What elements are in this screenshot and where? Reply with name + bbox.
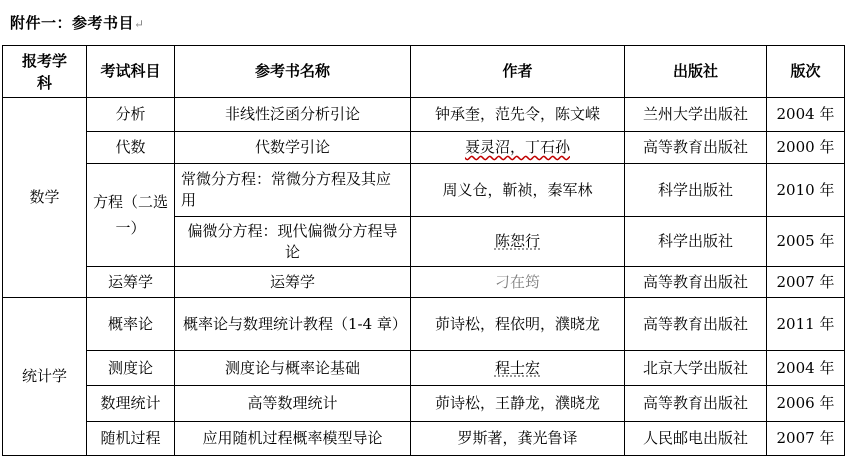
author-cell: 周义仓，靳祯，秦军林 [411,164,625,217]
header-row [3,46,845,98]
edition-cell: 2007 年 [767,422,845,456]
table-row [3,422,845,456]
book-cell: 测度论与概率论基础 [175,351,411,386]
col-author: 作者 [411,46,625,98]
subject-cell: 数理统计 [87,386,175,422]
heading-text: 附件一：参考书目 [10,14,135,32]
book-cell: 概率论与数理统计教程（1-4 章） [175,298,411,351]
book-cell: 非线性泛函分析引论 [175,98,411,132]
col-edition: 版次 [767,46,845,98]
publisher-cell: 人民邮电出版社 [625,422,767,456]
table-row [3,98,845,132]
publisher-cell: 科学出版社 [625,164,767,217]
edition-cell: 2010 年 [767,164,845,217]
table-row [3,351,845,386]
book-cell: 应用随机过程概率模型导论 [175,422,411,456]
author-cell [411,217,625,267]
subject-cell: 分析 [87,98,175,132]
author-cell: 茆诗松，王静龙，濮晓龙 [411,386,625,422]
author-cell [411,132,625,164]
page-heading [10,12,145,33]
publisher-cell: 北京大学出版社 [625,351,767,386]
book-cell: 运筹学 [175,267,411,298]
book-cell: 代数学引论 [175,132,411,164]
col-publisher: 出版社 [625,46,767,98]
publisher-cell: 科学出版社 [625,217,767,267]
book-cell: 高等数理统计 [175,386,411,422]
author-cell: 罗斯著，龚光鲁译 [411,422,625,456]
author-cell: 刁在筠 [411,267,625,298]
author-cell [411,351,625,386]
edition-cell: 2005 年 [767,217,845,267]
subject-cell-equations: 方程（二选一） [87,164,175,267]
subject-cell: 测度论 [87,351,175,386]
table-row [3,298,845,351]
publisher-cell: 高等教育出版社 [625,298,767,351]
table-row [3,267,845,298]
subject-cell: 概率论 [87,298,175,351]
publisher-cell: 高等教育出版社 [625,132,767,164]
edition-cell: 2007 年 [767,267,845,298]
publisher-cell: 高等教育出版社 [625,386,767,422]
author-cell: 钟承奎，范先令，陈文嵘 [411,98,625,132]
table-row [3,164,845,217]
author-text: 陈恕行 [494,232,540,250]
book-cell: 常微分方程：常微分方程及其应用 [175,164,411,217]
book-cell: 偏微分方程：现代偏微分方程导论 [175,217,411,267]
subject-cell: 运筹学 [87,267,175,298]
subject-cell: 随机过程 [87,422,175,456]
author-text: 程士宏 [494,358,540,377]
author-cell: 茆诗松，程依明，濮晓龙 [411,298,625,351]
group-math: 数学 [3,98,87,298]
reference-books-table [2,45,845,456]
edition-cell: 2000 年 [767,132,845,164]
table-row [3,386,845,422]
col-subject: 考试科目 [87,46,175,98]
col-book: 参考书名称 [175,46,411,98]
table-row [3,132,845,164]
paragraph-mark-icon: ↵ [134,17,145,31]
edition-cell: 2006 年 [767,386,845,422]
edition-cell: 2004 年 [767,98,845,132]
subject-cell: 代数 [87,132,175,164]
edition-cell: 2011 年 [767,298,845,351]
publisher-cell: 高等教育出版社 [625,267,767,298]
group-stats: 统计学 [3,298,87,456]
edition-cell: 2004 年 [767,351,845,386]
col-discipline: 报考学科 [3,46,87,98]
author-text: 聂灵沼，丁石孙 [464,138,570,156]
publisher-cell: 兰州大学出版社 [625,98,767,132]
